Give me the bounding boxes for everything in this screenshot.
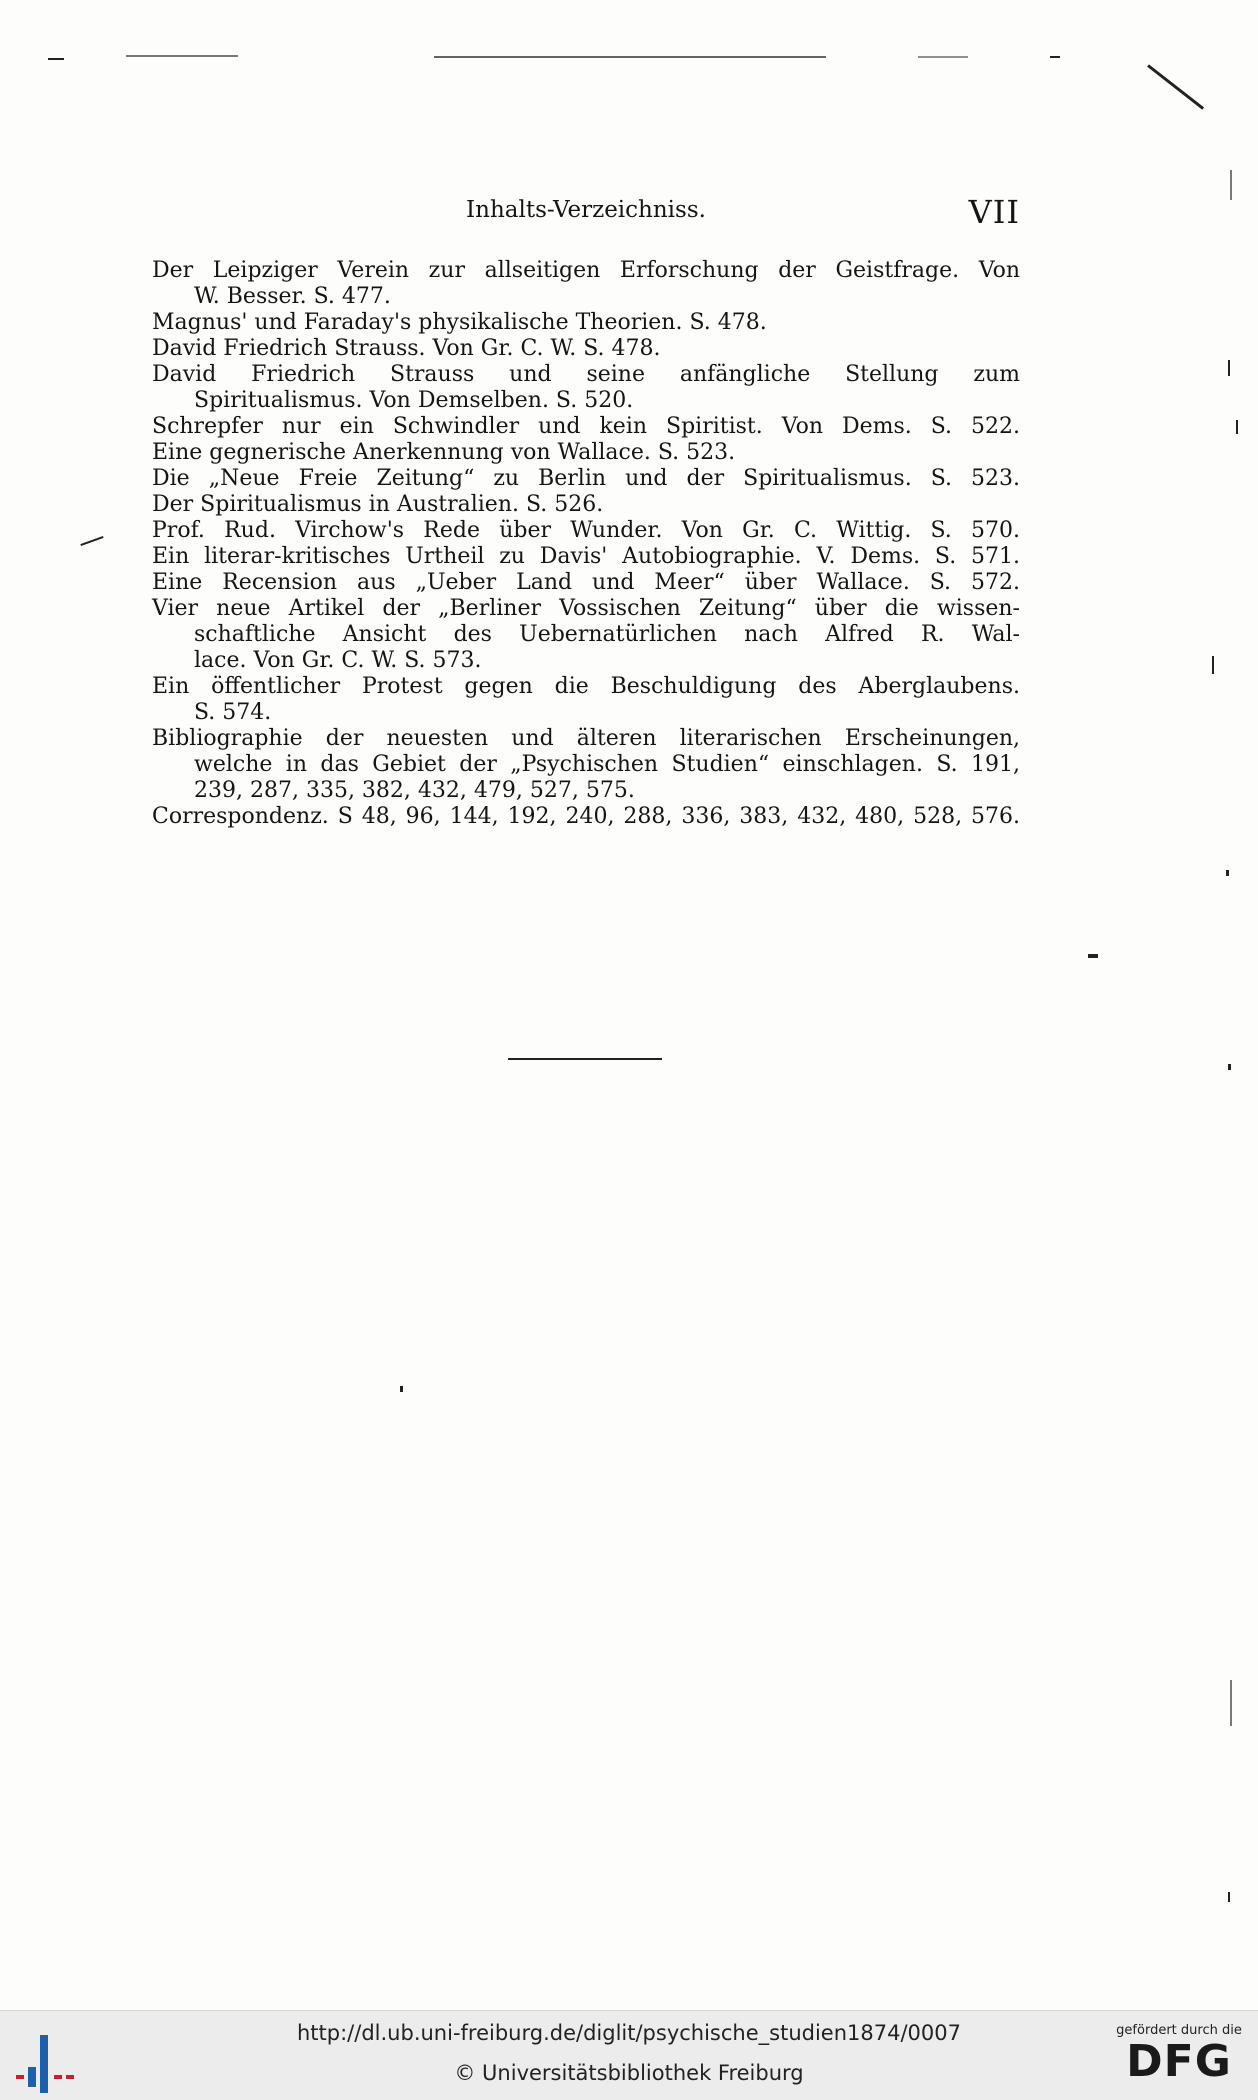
viewer-footer (0, 2010, 1258, 2100)
header-title: Inhalts-Verzeichniss. (466, 197, 706, 223)
toc-line: Ein öffentlicher Protest gegen die Beschuldigung des Aberglaubens. (152, 674, 1020, 699)
toc-line: schaftliche Ansicht des Uebernatürlichen nach Alfred R. Wal- (194, 622, 1020, 647)
toc-line: Spiritualismus. Von Demselben. S. 520. (194, 388, 634, 413)
toc-line: lace. Von Gr. C. W. S. 573. (194, 648, 482, 673)
toc-line: David Friedrich Strauss. Von Gr. C. W. S. 478. (152, 336, 661, 361)
toc-line: Prof. Rud. Virchow's Rede über Wunder. Von Gr. C. Wittig. S. 570. (152, 518, 1020, 543)
toc-entry (152, 466, 1020, 492)
page-number: VII (968, 193, 1020, 231)
toc-line: Der Spiritualismus in Australien. S. 526. (152, 492, 604, 517)
toc-line: Correspondenz. S 48, 96, 144, 192, 240, 288, 336, 383, 432, 480, 528, 576. (152, 804, 1020, 829)
toc-entry (152, 336, 1020, 362)
toc-entry (152, 804, 1020, 830)
toc-entry (152, 726, 1020, 804)
table-of-contents (152, 258, 1020, 830)
running-header (152, 193, 1020, 233)
toc-line: welche in das Gebiet der „Psychischen Studien“ einschlagen. S. 191, (194, 752, 1020, 777)
toc-entry (152, 518, 1020, 544)
toc-line: S. 574. (194, 700, 272, 725)
toc-entry (152, 492, 1020, 518)
dfg-note: gefördert durch die (1116, 2023, 1242, 2038)
toc-line: David Friedrich Strauss und seine anfängliche Stellung zum (152, 362, 1020, 387)
section-divider (508, 1058, 662, 1060)
copyright-notice: © Universitätsbibliothek Freiburg (454, 2061, 804, 2085)
toc-line: Eine gegnerische Anerkennung von Wallace. S. 523. (152, 440, 736, 465)
document-url-link[interactable]: http://dl.ub.uni-freiburg.de/diglit/psychische_studien1874/0007 (297, 2021, 961, 2045)
toc-line: Magnus' und Faraday's physikalische Theorien. S. 478. (152, 310, 767, 335)
toc-entry (152, 596, 1020, 674)
toc-entry (152, 258, 1020, 310)
toc-entry (152, 310, 1020, 336)
toc-line: Die „Neue Freie Zeitung“ zu Berlin und der Spiritualismus. S. 523. (152, 466, 1020, 491)
toc-line: Vier neue Artikel der „Berliner Vossischen Zeitung“ über die wissen- (152, 596, 1020, 621)
toc-line: W. Besser. S. 477. (194, 284, 391, 309)
toc-entry (152, 440, 1020, 466)
toc-line: Eine Recension aus „Ueber Land und Meer“ über Wallace. S. 572. (152, 570, 1020, 595)
toc-line: Schrepfer nur ein Schwindler und kein Spiritist. Von Dems. S. 522. (152, 414, 1020, 439)
toc-line: Der Leipziger Verein zur allseitigen Erforschung der Geistfrage. Von (152, 258, 1020, 283)
toc-entry (152, 414, 1020, 440)
toc-line: Ein literar-kritisches Urtheil zu Davis' Autobiographie. V. Dems. S. 571. (152, 544, 1020, 569)
toc-entry (152, 544, 1020, 570)
toc-entry (152, 362, 1020, 414)
toc-line: Bibliographie der neuesten und älteren literarischen Erscheinungen, (152, 726, 1020, 751)
toc-entry (152, 674, 1020, 726)
dfg-logo (1114, 2023, 1244, 2093)
toc-entry (152, 570, 1020, 596)
toc-line: 239, 287, 335, 382, 432, 479, 527, 575. (194, 778, 635, 803)
dfg-logo-text: DFG (1126, 2036, 1232, 2087)
